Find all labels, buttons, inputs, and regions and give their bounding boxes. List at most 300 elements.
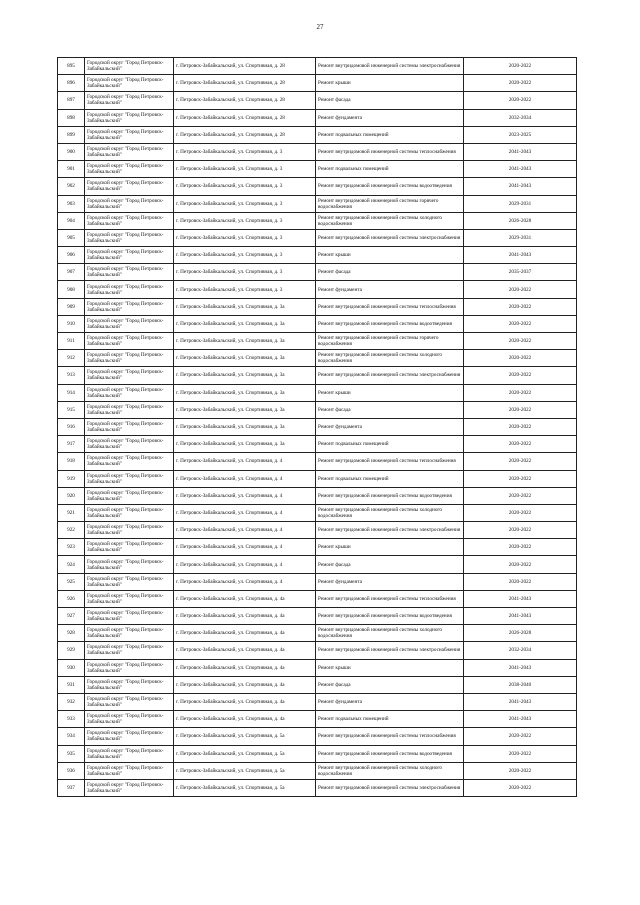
period-cell: 2020-2022 [464,281,577,298]
address-house-number: 4а [279,664,285,671]
row-number: 915 [58,401,85,418]
period-cell: 2020-2022 [464,539,577,556]
address-house-number: 4 [279,509,283,516]
municipality-cell: Городской округ "Город Петровск-Забайкальский" [85,436,174,453]
address-cell [174,573,316,590]
address-cell [174,161,316,178]
address-street: г. Петровск-Забайкальский, ул. Спортивная, д. [176,114,279,121]
address-house-number: 4а [279,630,285,637]
address-cell [174,367,316,384]
table-row [58,522,577,539]
address-house-number: 3а [279,303,285,310]
address-house-number: 3а [279,355,285,362]
address-house-number: 3 [279,252,283,259]
municipality-cell: Городской округ "Город Петровск-Забайкальский" [85,779,174,796]
period-cell: 2020-2022 [464,75,577,92]
municipality-cell: Городской округ "Город Петровск-Забайкальский" [85,418,174,435]
work-type-cell: Ремонт фундамента [316,281,464,298]
table-row [58,109,577,126]
address-street: г. Петровск-Забайкальский, ул. Спортивная, д. [176,441,279,448]
address-street: г. Петровск-Забайкальский, ул. Спортивная, д. [176,63,279,70]
address-cell [174,779,316,796]
row-number: 922 [58,522,85,539]
address-cell [174,659,316,676]
period-cell: 2020-2022 [464,556,577,573]
period-cell: 2020-2022 [464,470,577,487]
municipality-cell: Городской округ "Город Петровск-Забайкальский" [85,92,174,109]
table-row [58,711,577,728]
row-number: 912 [58,350,85,367]
address-house-number: 3а [279,424,285,431]
repair-schedule-table [57,57,577,797]
municipality-cell: Городской округ "Город Петровск-Забайкальский" [85,58,174,75]
work-type-cell: Ремонт внутридомовой инженерной системы теплоснабжения [316,728,464,745]
address-cell [174,676,316,693]
work-type-cell: Ремонт внутридомовой инженерной системы теплоснабжения [316,590,464,607]
work-type-cell: Ремонт внутридомовой инженерной системы водоотведения [316,608,464,625]
period-cell: 2041-2043 [464,143,577,160]
address-cell [174,762,316,779]
address-house-number: 4а [279,716,285,723]
municipality-cell: Городской округ "Город Петровск-Забайкальский" [85,728,174,745]
address-street: г. Петровск-Забайкальский, ул. Спортивная, д. [176,509,279,516]
address-cell [174,92,316,109]
row-number: 909 [58,298,85,315]
table-row [58,298,577,315]
row-number: 924 [58,556,85,573]
period-cell: 2041-2043 [464,161,577,178]
table-row [58,642,577,659]
table-row [58,676,577,693]
municipality-cell: Городской округ "Город Петровск-Забайкальский" [85,126,174,143]
address-house-number: 3 [279,269,283,276]
row-number: 895 [58,58,85,75]
address-cell [174,522,316,539]
period-cell: 2023-2025 [464,126,577,143]
row-number: 923 [58,539,85,556]
period-cell: 2020-2022 [464,745,577,762]
work-type-cell: Ремонт внутридомовой инженерной системы теплоснабжения [316,143,464,160]
address-street: г. Петровск-Забайкальский, ул. Спортивная, д. [176,527,279,534]
period-cell: 2020-2022 [464,315,577,332]
address-house-number: 4 [279,578,283,585]
address-house-number: 4 [279,492,283,499]
work-type-cell: Ремонт внутридомовой инженерной системы электроснабжения [316,642,464,659]
work-type-cell: Ремонт внутридомовой инженерной системы электроснабжения [316,367,464,384]
address-house-number: 4а [279,681,285,688]
table-row [58,161,577,178]
table-row [58,75,577,92]
period-cell: 2020-2022 [464,58,577,75]
address-street: г. Петровск-Забайкальский, ул. Спортивная, д. [176,716,279,723]
table-row [58,573,577,590]
address-house-number: 3а [279,441,285,448]
address-house-number: 3а [279,406,285,413]
municipality-cell: Городской округ "Город Петровск-Забайкальский" [85,229,174,246]
work-type-cell: Ремонт внутридомовой инженерной системы водоотведения [316,745,464,762]
address-house-number: 4а [279,647,285,654]
address-cell [174,109,316,126]
address-cell [174,728,316,745]
row-number: 927 [58,608,85,625]
row-number: 933 [58,711,85,728]
period-cell: 2041-2043 [464,590,577,607]
period-cell: 2020-2022 [464,573,577,590]
work-type-cell: Ремонт внутридомовой инженерной системы горячего водоснабжения [316,195,464,212]
period-cell: 2038-2040 [464,676,577,693]
address-cell [174,745,316,762]
address-cell [174,229,316,246]
address-cell [174,453,316,470]
table-row [58,195,577,212]
address-street: г. Петровск-Забайкальский, ул. Спортивная, д. [176,767,279,774]
address-street: г. Петровск-Забайкальский, ул. Спортивная, д. [176,784,279,791]
table-body [58,58,577,797]
period-cell: 2020-2022 [464,522,577,539]
address-street: г. Петровск-Забайкальский, ул. Спортивная, д. [176,252,279,259]
address-street: г. Петровск-Забайкальский, ул. Спортивная, д. [176,424,279,431]
work-type-cell: Ремонт фундамента [316,693,464,710]
row-number: 911 [58,333,85,350]
address-cell [174,693,316,710]
row-number: 906 [58,247,85,264]
address-house-number: 3 [279,149,283,156]
table-row [58,728,577,745]
municipality-cell: Городской округ "Город Петровск-Забайкальский" [85,247,174,264]
work-type-cell: Ремонт внутридомовой инженерной системы электроснабжения [316,779,464,796]
work-type-cell: Ремонт крыши [316,384,464,401]
work-type-cell: Ремонт внутридомовой инженерной системы водоотведения [316,178,464,195]
address-house-number: 28 [279,131,285,138]
period-cell: 2020-2022 [464,350,577,367]
table-row [58,264,577,281]
work-type-cell: Ремонт крыши [316,539,464,556]
period-cell: 2020-2022 [464,487,577,504]
row-number: 916 [58,418,85,435]
work-type-cell: Ремонт внутридомовой инженерной системы теплоснабжения [316,298,464,315]
address-cell [174,470,316,487]
period-cell: 2020-2022 [464,384,577,401]
row-number: 936 [58,762,85,779]
row-number: 908 [58,281,85,298]
row-number: 932 [58,693,85,710]
row-number: 898 [58,109,85,126]
period-cell: 2041-2043 [464,659,577,676]
municipality-cell: Городской округ "Город Петровск-Забайкальский" [85,161,174,178]
row-number: 930 [58,659,85,676]
work-type-cell: Ремонт подвальных помещений [316,436,464,453]
municipality-cell: Городской округ "Город Петровск-Забайкальский" [85,384,174,401]
municipality-cell: Городской округ "Город Петровск-Забайкальский" [85,350,174,367]
table-row [58,367,577,384]
address-house-number: 4 [279,527,283,534]
work-type-cell: Ремонт фундамента [316,418,464,435]
work-type-cell: Ремонт фасада [316,676,464,693]
municipality-cell: Городской округ "Город Петровск-Забайкальский" [85,590,174,607]
address-cell [174,590,316,607]
municipality-cell: Городской округ "Город Петровск-Забайкальский" [85,556,174,573]
period-cell: 2026-2028 [464,212,577,229]
address-street: г. Петровск-Забайкальский, ул. Спортивная, д. [176,544,279,551]
table-row [58,590,577,607]
address-house-number: 3а [279,372,285,379]
row-number: 901 [58,161,85,178]
period-cell: 2020-2022 [464,401,577,418]
period-cell: 2032-2034 [464,109,577,126]
address-cell [174,264,316,281]
address-cell [174,58,316,75]
table-row [58,608,577,625]
address-street: г. Петровск-Забайкальский, ул. Спортивная, д. [176,733,279,740]
municipality-cell: Городской округ "Город Петровск-Забайкальский" [85,693,174,710]
municipality-cell: Городской округ "Город Петровск-Забайкальский" [85,625,174,642]
municipality-cell: Городской округ "Город Петровск-Забайкальский" [85,539,174,556]
address-cell [174,401,316,418]
address-house-number: 3 [279,166,283,173]
address-cell [174,504,316,521]
address-cell [174,350,316,367]
municipality-cell: Городской округ "Город Петровск-Забайкальский" [85,75,174,92]
address-cell [174,75,316,92]
row-number: 913 [58,367,85,384]
table-row [58,333,577,350]
work-type-cell: Ремонт внутридомовой инженерной системы теплоснабжения [316,453,464,470]
table-row [58,762,577,779]
address-street: г. Петровск-Забайкальский, ул. Спортивная, д. [176,613,279,620]
work-type-cell: Ремонт фундамента [316,573,464,590]
address-house-number: 28 [279,63,285,70]
row-number: 907 [58,264,85,281]
address-cell [174,333,316,350]
address-street: г. Петровск-Забайкальский, ул. Спортивная, д. [176,97,279,104]
address-street: г. Петровск-Забайкальский, ул. Спортивная, д. [176,475,279,482]
address-house-number: 4а [279,613,285,620]
period-cell: 2032-2034 [464,642,577,659]
address-cell [174,315,316,332]
address-cell [174,608,316,625]
row-number: 928 [58,625,85,642]
address-street: г. Петровск-Забайкальский, ул. Спортивная, д. [176,303,279,310]
municipality-cell: Городской округ "Город Петровск-Забайкальский" [85,711,174,728]
municipality-cell: Городской округ "Город Петровск-Забайкальский" [85,298,174,315]
address-street: г. Петровск-Забайкальский, ул. Спортивная, д. [176,320,279,327]
address-house-number: 5а [279,733,285,740]
municipality-cell: Городской округ "Город Петровск-Забайкальский" [85,762,174,779]
table-row [58,659,577,676]
municipality-cell: Городской округ "Город Петровск-Забайкальский" [85,642,174,659]
table-row [58,779,577,796]
table-row [58,384,577,401]
address-house-number: 28 [279,97,285,104]
municipality-cell: Городской округ "Город Петровск-Забайкальский" [85,281,174,298]
address-house-number: 4 [279,561,283,568]
municipality-cell: Городской округ "Город Петровск-Забайкальский" [85,195,174,212]
address-cell [174,625,316,642]
work-type-cell: Ремонт внутридомовой инженерной системы электроснабжения [316,522,464,539]
municipality-cell: Городской округ "Город Петровск-Забайкальский" [85,264,174,281]
table-row [58,126,577,143]
municipality-cell: Городской округ "Город Петровск-Забайкальский" [85,178,174,195]
municipality-cell: Городской округ "Город Петровск-Забайкальский" [85,401,174,418]
work-type-cell: Ремонт подвальных помещений [316,470,464,487]
table-row [58,229,577,246]
address-street: г. Петровск-Забайкальский, ул. Спортивная, д. [176,664,279,671]
row-number: 929 [58,642,85,659]
period-cell: 2020-2022 [464,367,577,384]
period-cell: 2020-2022 [464,504,577,521]
row-number: 902 [58,178,85,195]
address-house-number: 3а [279,320,285,327]
table-row [58,350,577,367]
work-type-cell: Ремонт крыши [316,247,464,264]
work-type-cell: Ремонт внутридомовой инженерной системы холодного водоснабжения [316,504,464,521]
municipality-cell: Городской округ "Город Петровск-Забайкальский" [85,608,174,625]
address-street: г. Петровск-Забайкальский, ул. Спортивная, д. [176,595,279,602]
period-cell: 2041-2043 [464,178,577,195]
address-house-number: 3а [279,389,285,396]
address-house-number: 3 [279,217,283,224]
municipality-cell: Городской округ "Город Петровск-Забайкальский" [85,504,174,521]
municipality-cell: Городской округ "Город Петровск-Забайкальский" [85,453,174,470]
row-number: 925 [58,573,85,590]
period-cell: 2020-2022 [464,762,577,779]
row-number: 904 [58,212,85,229]
address-house-number: 28 [279,114,285,121]
work-type-cell: Ремонт внутридомовой инженерной системы водоотведения [316,487,464,504]
address-street: г. Петровск-Забайкальский, ул. Спортивная, д. [176,80,279,87]
municipality-cell: Городской округ "Город Петровск-Забайкальский" [85,315,174,332]
table-row [58,504,577,521]
address-street: г. Петровск-Забайкальский, ул. Спортивная, д. [176,578,279,585]
row-number: 934 [58,728,85,745]
address-street: г. Петровск-Забайкальский, ул. Спортивная, д. [176,166,279,173]
work-type-cell: Ремонт внутридомовой инженерной системы холодного водоснабжения [316,625,464,642]
address-cell [174,436,316,453]
municipality-cell: Городской округ "Город Петровск-Забайкальский" [85,676,174,693]
municipality-cell: Городской округ "Город Петровск-Забайкальский" [85,522,174,539]
address-cell [174,384,316,401]
address-cell [174,212,316,229]
row-number: 935 [58,745,85,762]
address-cell [174,539,316,556]
row-number: 905 [58,229,85,246]
row-number: 900 [58,143,85,160]
table-row [58,453,577,470]
period-cell: 2035-2037 [464,264,577,281]
address-street: г. Петровск-Забайкальский, ул. Спортивная, д. [176,217,279,224]
table-row [58,247,577,264]
work-type-cell: Ремонт внутридомовой инженерной системы холодного водоснабжения [316,762,464,779]
work-type-cell: Ремонт внутридомовой инженерной системы холодного водоснабжения [316,350,464,367]
address-street: г. Петровск-Забайкальский, ул. Спортивная, д. [176,149,279,156]
address-house-number: 4 [279,475,283,482]
address-street: г. Петровск-Забайкальский, ул. Спортивная, д. [176,131,279,138]
address-street: г. Петровск-Забайкальский, ул. Спортивная, д. [176,183,279,190]
municipality-cell: Городской округ "Город Петровск-Забайкальский" [85,470,174,487]
period-cell: 2020-2022 [464,298,577,315]
work-type-cell: Ремонт крыши [316,75,464,92]
period-cell: 2020-2022 [464,92,577,109]
address-street: г. Петровск-Забайкальский, ул. Спортивная, д. [176,750,279,757]
work-type-cell: Ремонт фасада [316,92,464,109]
address-street: г. Петровск-Забайкальский, ул. Спортивная, д. [176,458,279,465]
row-number: 899 [58,126,85,143]
address-cell [174,247,316,264]
municipality-cell: Городской округ "Город Петровск-Забайкальский" [85,333,174,350]
address-house-number: 4а [279,699,285,706]
table-row [58,178,577,195]
period-cell: 2041-2043 [464,247,577,264]
table-row [58,693,577,710]
period-cell: 2041-2043 [464,608,577,625]
address-street: г. Петровск-Забайкальский, ул. Спортивная, д. [176,561,279,568]
address-cell [174,418,316,435]
municipality-cell: Городской округ "Город Петровск-Забайкальский" [85,745,174,762]
table-row [58,92,577,109]
table-row [58,315,577,332]
period-cell: 2020-2022 [464,418,577,435]
municipality-cell: Городской округ "Город Петровск-Забайкальский" [85,143,174,160]
work-type-cell: Ремонт внутридомовой инженерной системы холодного водоснабжения [316,212,464,229]
work-type-cell: Ремонт внутридомовой инженерной системы электроснабжения [316,229,464,246]
address-street: г. Петровск-Забайкальский, ул. Спортивная, д. [176,234,279,241]
address-house-number: 5а [279,767,285,774]
address-street: г. Петровск-Забайкальский, ул. Спортивная, д. [176,372,279,379]
row-number: 897 [58,92,85,109]
municipality-cell: Городской округ "Город Петровск-Забайкальский" [85,212,174,229]
row-number: 918 [58,453,85,470]
address-cell [174,281,316,298]
row-number: 937 [58,779,85,796]
address-cell [174,642,316,659]
address-street: г. Петровск-Забайкальский, ул. Спортивная, д. [176,355,279,362]
work-type-cell: Ремонт подвальных помещений [316,161,464,178]
address-house-number: 3 [279,286,283,293]
address-cell [174,178,316,195]
table-row [58,470,577,487]
address-street: г. Петровск-Забайкальский, ул. Спортивная, д. [176,630,279,637]
table-row [58,625,577,642]
address-house-number: 28 [279,80,285,87]
work-type-cell: Ремонт подвальных помещений [316,711,464,728]
period-cell: 2020-2022 [464,436,577,453]
address-house-number: 3 [279,183,283,190]
table-row [58,436,577,453]
address-street: г. Петровск-Забайкальский, ул. Спортивная, д. [176,269,279,276]
period-cell: 2026-2028 [464,625,577,642]
address-house-number: 3а [279,338,285,345]
address-street: г. Петровск-Забайкальский, ул. Спортивная, д. [176,338,279,345]
address-house-number: 5а [279,750,285,757]
table-row [58,281,577,298]
table-row [58,401,577,418]
municipality-cell: Городской округ "Город Петровск-Забайкальский" [85,573,174,590]
address-street: г. Петровск-Забайкальский, ул. Спортивная, д. [176,286,279,293]
work-type-cell: Ремонт внутридомовой инженерной системы электроснабжения [316,58,464,75]
address-house-number: 4 [279,544,283,551]
row-number: 926 [58,590,85,607]
work-type-cell: Ремонт фасада [316,401,464,418]
address-street: г. Петровск-Забайкальский, ул. Спортивная, д. [176,406,279,413]
address-street: г. Петровск-Забайкальский, ул. Спортивная, д. [176,699,279,706]
address-street: г. Петровск-Забайкальский, ул. Спортивная, д. [176,647,279,654]
period-cell: 2029-2031 [464,195,577,212]
municipality-cell: Городской округ "Город Петровск-Забайкальский" [85,487,174,504]
address-street: г. Петровск-Забайкальский, ул. Спортивная, д. [176,492,279,499]
work-type-cell: Ремонт фасада [316,556,464,573]
address-house-number: 5а [279,784,285,791]
address-cell [174,487,316,504]
